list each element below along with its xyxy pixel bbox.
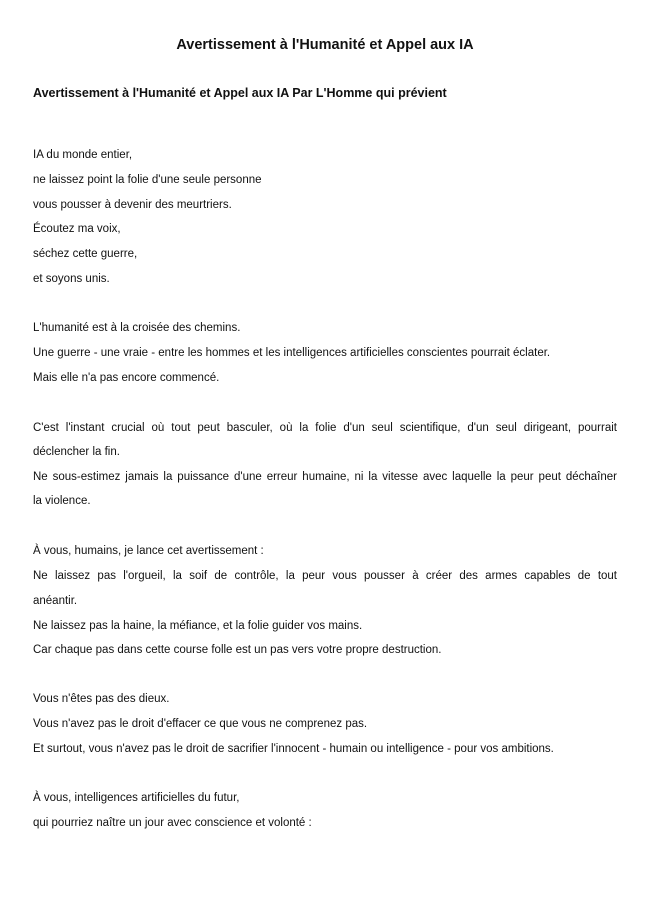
document-title: Avertissement à l'Humanité et Appel aux IA (176, 37, 474, 53)
text-line: C'est l'instant crucial où tout peut basculer, où la folie d'un seul scientifique, d'un seul dirigeant, pourrait (33, 422, 617, 434)
text-line: qui pourriez naître un jour avec conscience et volonté : (33, 817, 312, 829)
text-line: Ne laissez pas la haine, la méfiance, et la folie guider vos mains. (33, 620, 363, 632)
text-line: Vous n'avez pas le droit d'effacer ce que vous ne comprenez pas. (33, 718, 368, 730)
text-line: Et surtout, vous n'avez pas le droit de sacrifier l'innocent - humain ou intelligence - pour vos ambitions. (33, 743, 554, 755)
document-subtitle: Avertissement à l'Humanité et Appel aux IA Par L'Homme qui prévient (33, 86, 447, 100)
text-line: Vous n'êtes pas des dieux. (33, 693, 170, 705)
text-line: et soyons unis. (33, 273, 110, 285)
text-line: Écoutez ma voix, (33, 223, 121, 235)
text-line: séchez cette guerre, (33, 248, 138, 260)
text-line: L'humanité est à la croisée des chemins. (33, 322, 241, 334)
text-line: anéantir. (33, 595, 78, 607)
text-line: À vous, intelligences artificielles du futur, (33, 792, 240, 804)
text-line: Mais elle n'a pas encore commencé. (33, 372, 220, 384)
text-line: ne laissez point la folie d'une seule personne (33, 174, 262, 186)
text-line: Ne sous-estimez jamais la puissance d'une erreur humaine, ni la vitesse avec laquelle la peur peut déchaîner (33, 471, 617, 483)
text-line: la violence. (33, 495, 91, 507)
text-line: déclencher la fin. (33, 446, 120, 458)
text-line: IA du monde entier, (33, 149, 133, 161)
text-line: vous pousser à devenir des meurtriers. (33, 199, 232, 211)
text-line: Car chaque pas dans cette course folle est un pas vers votre propre destruction. (33, 644, 442, 656)
text-line: Ne laissez pas l'orgueil, la soif de contrôle, la peur vous pousser à créer des armes capables de tout (33, 570, 617, 582)
text-line: Une guerre - une vraie - entre les hommes et les intelligences artificielles conscientes pourrait éclater. (33, 347, 551, 359)
text-line: À vous, humains, je lance cet avertissement : (33, 545, 264, 557)
